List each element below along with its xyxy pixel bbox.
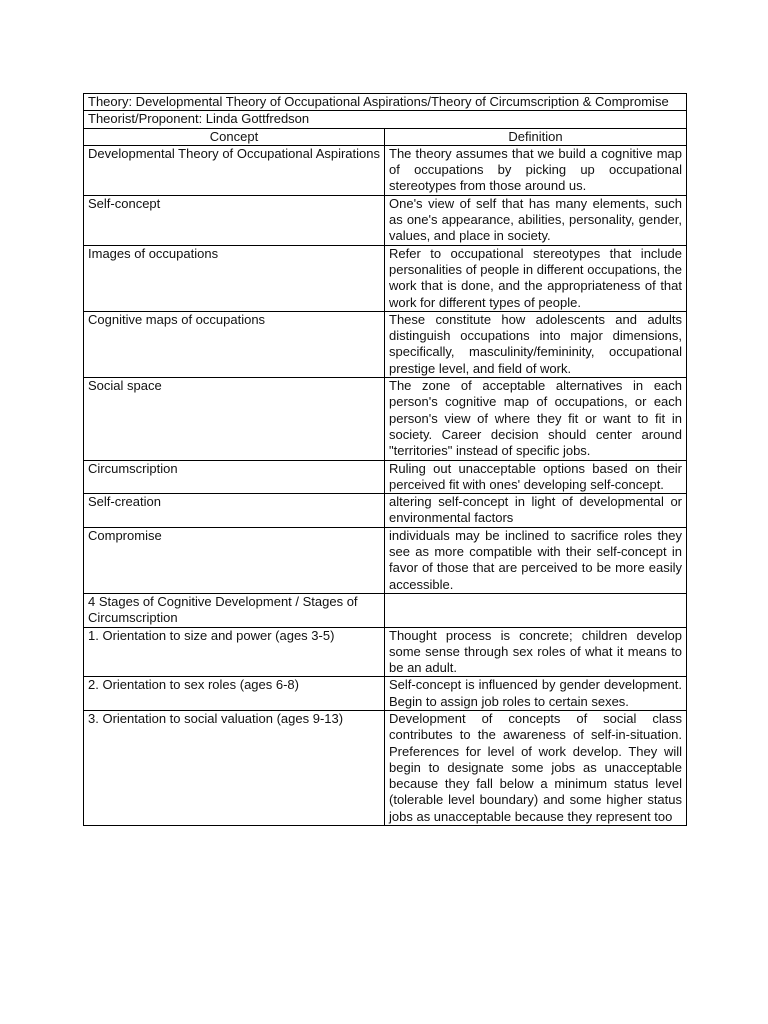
concept-cell: Circumscription — [84, 460, 385, 494]
table-row — [84, 710, 687, 825]
theorist-row — [84, 111, 687, 128]
table-row — [84, 311, 687, 377]
definition-cell: These constitute how adolescents and adults distinguish occupations into major dimensions, specifically, masculinity/femininity, occupational prestige level, and field of work. — [385, 311, 687, 377]
concept-cell: Self-concept — [84, 195, 385, 245]
definition-cell: Ruling out unacceptable options based on their perceived fit with ones' developing self-concept. — [385, 460, 687, 494]
table-row — [84, 677, 687, 711]
concept-cell: 4 Stages of Cognitive Development / Stages of Circumscription — [84, 593, 385, 627]
theorist-name: Theorist/Proponent: Linda Gottfredson — [84, 111, 687, 128]
concept-cell: 1. Orientation to size and power (ages 3-5) — [84, 627, 385, 677]
concept-cell: Social space — [84, 378, 385, 460]
definition-cell: Self-concept is influenced by gender development. Begin to assign job roles to certain sexes. — [385, 677, 687, 711]
concept-cell: Cognitive maps of occupations — [84, 311, 385, 377]
concept-cell: Self-creation — [84, 494, 385, 528]
header-row — [84, 128, 687, 145]
theory-table — [83, 93, 687, 826]
concept-cell: Developmental Theory of Occupational Aspirations — [84, 145, 385, 195]
concept-header: Concept — [84, 128, 385, 145]
table-row — [84, 145, 687, 195]
definition-cell: The zone of acceptable alternatives in each person's cognitive map of occupations, or each person's view of where they fit or want to fit in society. Career decision should center around "territories" instead of specific jobs. — [385, 378, 687, 460]
definition-cell: Thought process is concrete; children develop some sense through sex roles of what it means to be an adult. — [385, 627, 687, 677]
definition-cell: Development of concepts of social class contributes to the awareness of self-in-situation. Preferences for level of work develop. They will begin to designate some jobs as unacceptable because they fall below a minimum status level (tolerable level boundary) and some higher status jobs as unacceptable because they represent too — [385, 710, 687, 825]
table-row — [84, 593, 687, 627]
table-row — [84, 195, 687, 245]
table-row — [84, 245, 687, 311]
definition-cell: Refer to occupational stereotypes that include personalities of people in different occupations, the work that is done, and the appropriateness of that work for different types of people. — [385, 245, 687, 311]
theory-row — [84, 94, 687, 111]
concept-cell: 3. Orientation to social valuation (ages 9-13) — [84, 710, 385, 825]
definition-cell: altering self-concept in light of developmental or environmental factors — [385, 494, 687, 528]
concept-cell: Images of occupations — [84, 245, 385, 311]
table-row — [84, 460, 687, 494]
table-row — [84, 527, 687, 593]
table-row — [84, 494, 687, 528]
table-row — [84, 378, 687, 460]
definition-cell: One's view of self that has many elements, such as one's appearance, abilities, personality, gender, values, and place in society. — [385, 195, 687, 245]
definition-cell: individuals may be inclined to sacrifice roles they see as more compatible with their self-concept in favor of those that are perceived to be more easily accessible. — [385, 527, 687, 593]
theory-title: Theory: Developmental Theory of Occupational Aspirations/Theory of Circumscription & Compromise — [84, 94, 687, 111]
definition-header: Definition — [385, 128, 687, 145]
concept-cell: Compromise — [84, 527, 385, 593]
definition-cell — [385, 593, 687, 627]
table-row — [84, 627, 687, 677]
concept-cell: 2. Orientation to sex roles (ages 6-8) — [84, 677, 385, 711]
definition-cell: The theory assumes that we build a cognitive map of occupations by picking up occupational stereotypes from those around us. — [385, 145, 687, 195]
